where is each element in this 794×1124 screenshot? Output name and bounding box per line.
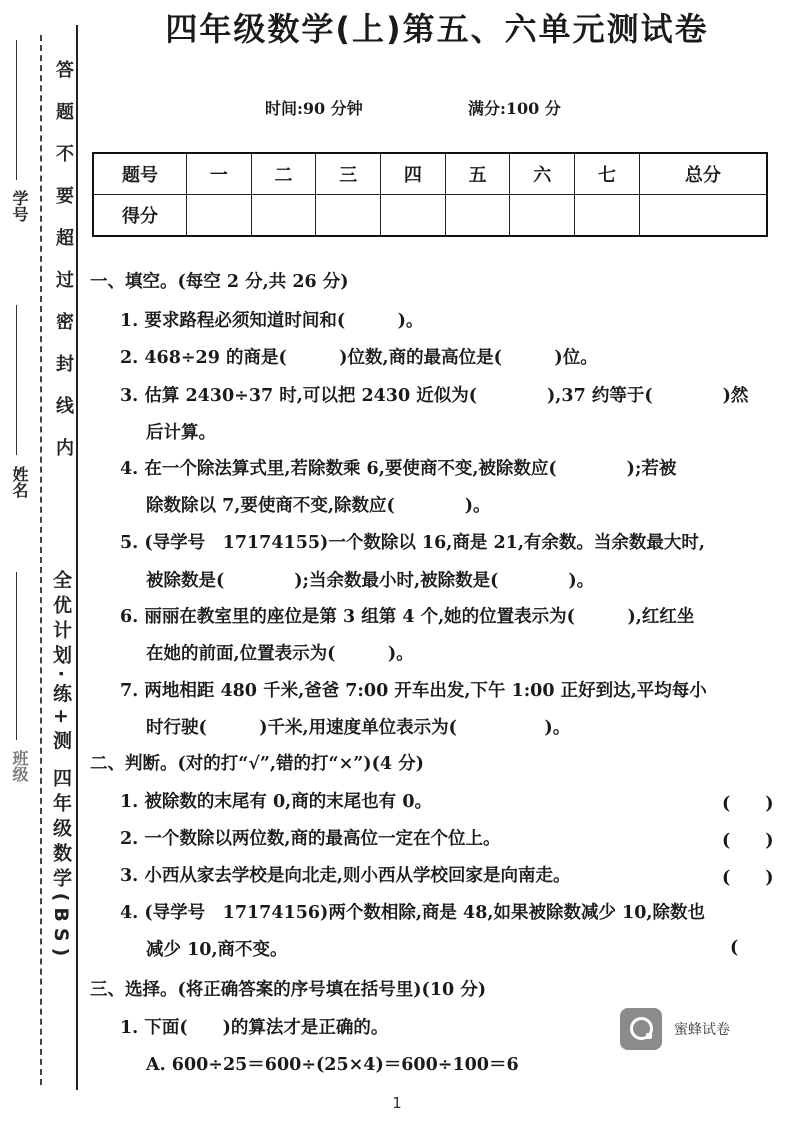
fill-question-7: 7. 两地相距 480 千米,爸爸 7:00 开车出发,下午 1:00 正好到达,平均每小	[120, 681, 707, 701]
score-cell-3[interactable]	[316, 195, 381, 237]
name-label: 姓名	[10, 466, 29, 498]
question-number-label: 题号	[93, 153, 187, 195]
fill-question-5-cont: 被除数是( );当余数最小时,被除数是( )。	[146, 571, 595, 591]
judge-answer-2[interactable]: ( )	[722, 831, 774, 851]
score-table-score-row	[93, 195, 767, 237]
score-table	[92, 152, 768, 237]
page-title: 四年级数学(上)第五、六单元测试卷	[165, 10, 709, 48]
choice-question-1: 1. 下面( )的算法才是正确的。	[120, 1018, 389, 1038]
watermark	[620, 1008, 780, 1050]
full-score: 满分:100 分	[468, 99, 561, 118]
section-7-header: 七	[575, 153, 640, 195]
judge-answer-4[interactable]: (	[730, 938, 739, 958]
class-label: 班级	[10, 750, 29, 782]
judge-question-2: 2. 一个数除以两位数,商的最高位一定在个位上。	[120, 829, 501, 849]
score-cell-total[interactable]	[639, 195, 767, 237]
page-number: 1	[392, 1094, 402, 1112]
binding-dashed-line	[40, 35, 42, 1085]
section-3-heading: 三、选择。(将正确答案的序号填在括号里)(10 分)	[90, 980, 487, 1000]
score-cell-1[interactable]	[187, 195, 252, 237]
fill-question-7-cont: 时行驶( )千米,用速度单位表示为( )。	[146, 718, 571, 738]
choice-option-a: A. 600÷25＝600÷(25×4)＝600÷100＝6	[146, 1055, 519, 1075]
judge-question-1: 1. 被除数的末尾有 0,商的末尾也有 0。	[120, 792, 432, 812]
score-label: 得分	[93, 195, 187, 237]
section-5-header: 五	[445, 153, 510, 195]
total-score-header: 总分	[639, 153, 767, 195]
section-6-header: 六	[510, 153, 575, 195]
judge-question-4: 4. (导学号 17174156)两个数相除,商是 48,如果被除数减少 10,除数也	[120, 903, 706, 923]
watermark-text: 蜜蜂试卷	[674, 1022, 730, 1038]
margin-rule	[76, 25, 78, 1090]
score-cell-2[interactable]	[251, 195, 316, 237]
student-number-field[interactable]	[16, 40, 17, 180]
class-field[interactable]	[16, 572, 17, 740]
fill-question-3: 3. 估算 2430÷37 时,可以把 2430 近似为( ),37 约等于( )然	[120, 386, 749, 406]
fill-question-6-cont: 在她的前面,位置表示为( )。	[146, 644, 414, 664]
section-1-header: 一	[187, 153, 252, 195]
score-cell-7[interactable]	[575, 195, 640, 237]
section-1-heading: 一、填空。(每空 2 分,共 26 分)	[90, 272, 349, 292]
judge-question-4-cont: 减少 10,商不变。	[146, 940, 288, 960]
book-series-label: 全优计划·练+测 四年级数学(BS)	[50, 570, 72, 963]
name-field[interactable]	[16, 305, 17, 455]
section-4-header: 四	[381, 153, 446, 195]
section-2-heading: 二、判断。(对的打“√”,错的打“×”)(4 分)	[90, 754, 424, 774]
search-logo-icon	[620, 1008, 662, 1050]
score-cell-5[interactable]	[445, 195, 510, 237]
fill-question-3-cont: 后计算。	[146, 423, 216, 443]
fill-question-1: 1. 要求路程必须知道时间和( )。	[120, 311, 424, 331]
judge-question-3: 3. 小西从家去学校是向北走,则小西从学校回家是向南走。	[120, 866, 571, 886]
seal-line-notice: 答题不要超过密封线内	[53, 60, 74, 480]
fill-question-4: 4. 在一个除法算式里,若除数乘 6,要使商不变,被除数应( );若被	[120, 459, 677, 479]
student-number-label: 学号	[10, 190, 29, 222]
section-3-header: 三	[316, 153, 381, 195]
judge-answer-3[interactable]: ( )	[722, 868, 774, 888]
score-cell-4[interactable]	[381, 195, 446, 237]
judge-answer-1[interactable]: ( )	[722, 794, 774, 814]
score-table-header-row	[93, 153, 767, 195]
exam-time: 时间:90 分钟	[265, 99, 363, 118]
section-2-header: 二	[251, 153, 316, 195]
score-cell-6[interactable]	[510, 195, 575, 237]
fill-question-5: 5. (导学号 17174155)一个数除以 16,商是 21,有余数。当余数最大时,	[120, 533, 706, 553]
fill-question-6: 6. 丽丽在教室里的座位是第 3 组第 4 个,她的位置表示为( ),红红坐	[120, 607, 695, 627]
fill-question-2: 2. 468÷29 的商是( )位数,商的最高位是( )位。	[120, 348, 598, 368]
fill-question-4-cont: 除数除以 7,要使商不变,除数应( )。	[146, 496, 491, 516]
